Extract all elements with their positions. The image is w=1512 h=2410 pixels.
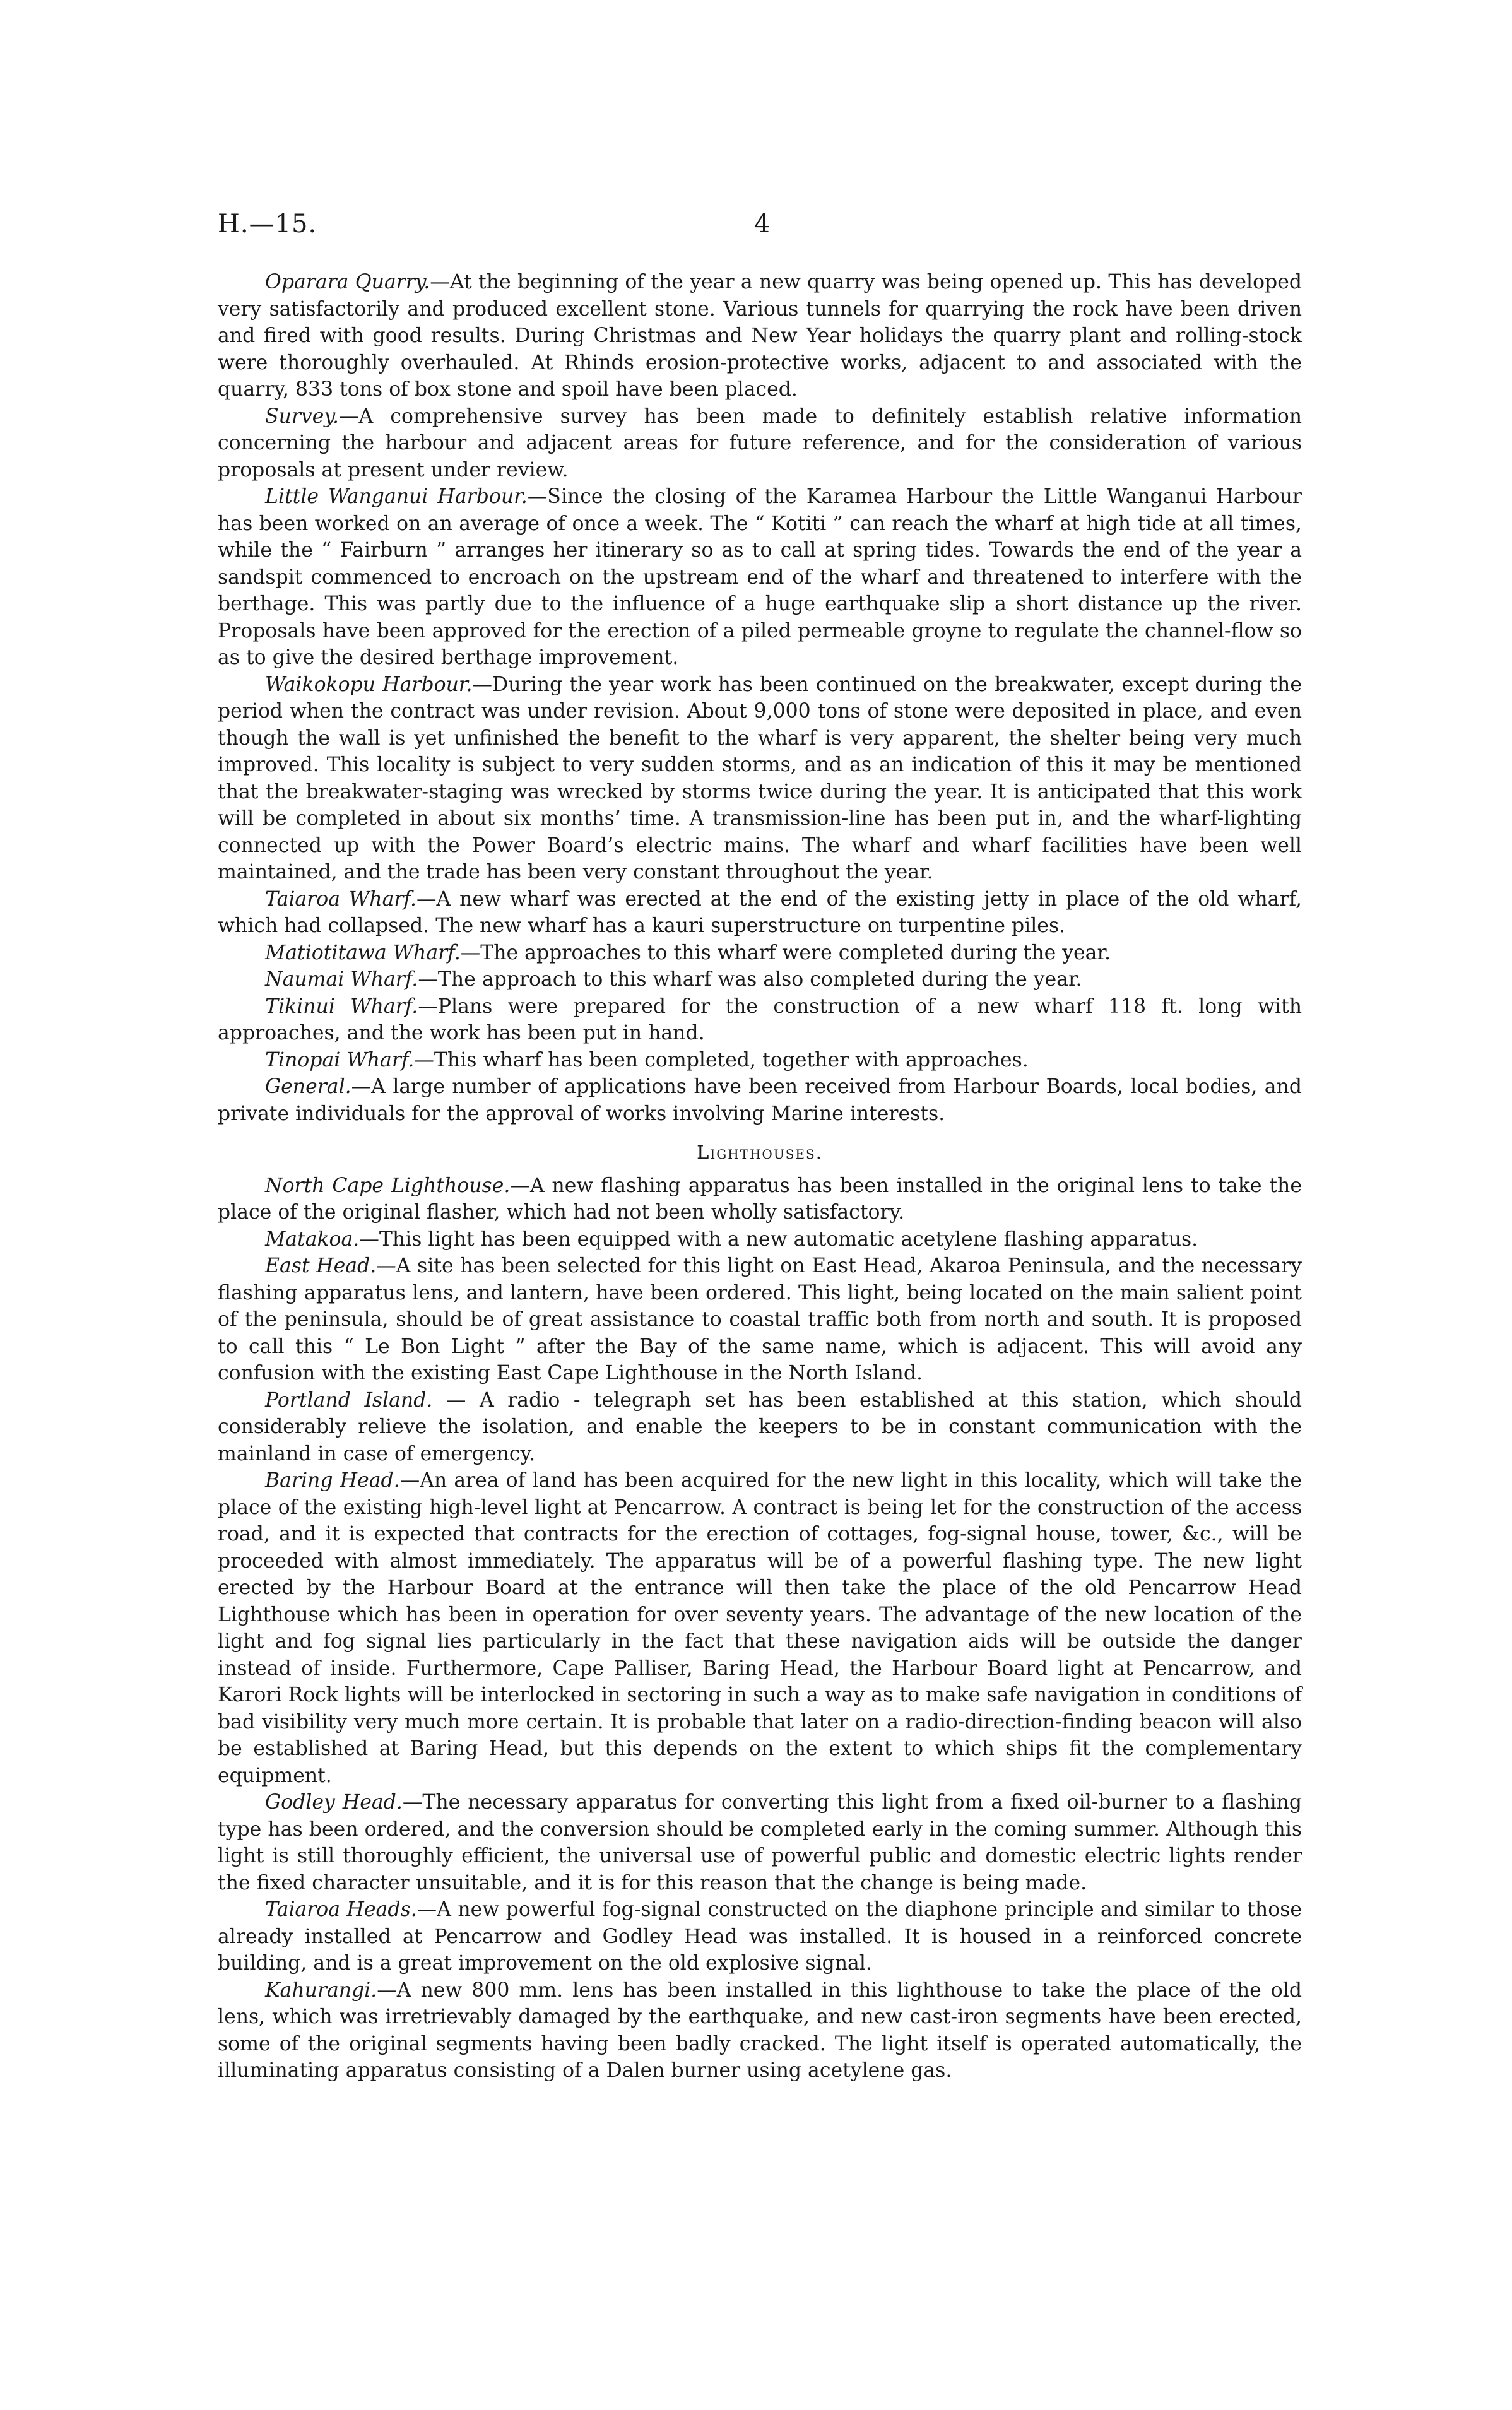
paragraph-heading: East Head.: [265, 1255, 377, 1277]
paragraph-text: —At the beginning of the year a new quarry was being opened up. This has developed very satisfactorily and produced excellent stone. Various tunnels for quarrying the rock have been driven and fired with good results. During Christmas and New Year holidays the quarry plant and rolling-stock were thoroughly overhauled. At Rhinds erosion-protective works, adjacent to and associated with the quarry, 833 tons of box stone and spoil have been placed.: [218, 271, 1302, 401]
paragraph-text: —A new flashing apparatus has been installed in the original lens to take the place of the original flasher, which had not been wholly satisfactory.: [218, 1174, 1302, 1224]
paragraph-text: —A new wharf was erected at the end of the existing jetty in place of the old wharf, which had collapsed. The new wharf has a kauri superstructure on turpentine piles.: [218, 887, 1302, 937]
paragraph-oparara-quarry: [218, 269, 1302, 403]
paragraph-text: —An area of land has been acquired for the new light in this locality, which will take the place of the existing high-level light at Pencarrow. A contract is being let for the construction of the access road, and it is expected that contracts for the erection of cottages, fog-signal house, tower, &c., will be proceeded with almost immediately. The apparatus will be of a powerful flashing type. The new light erected by the Harbour Board at the entrance will then take the place of the old Pencarrow Head Lighthouse which has been in operation for over seventy years. The advantage of the new location of the light and fog signal lies particularly in the fact that these navigation aids will be outside the danger instead of inside. Furthermore, Cape Palliser, Baring Head, the Harbour Board light at Pencarrow, and Karori Rock lights will be interlocked in sectoring in such a way as to make safe navigation in conditions of bad visibility very much more certain. It is probable that later on a radio-direction-finding beacon will also be established at Baring Head, but this depends on the extent to which ships fit the complementary equipment.: [218, 1469, 1302, 1787]
paragraph-survey: [218, 403, 1302, 484]
paragraph-text: —Plans were prepared for the construction of a new wharf 118 ft. long with approaches, and the work has been put in hand.: [218, 995, 1302, 1044]
paragraph-heading: Matiotitawa Wharf.: [265, 941, 461, 964]
paragraph-text: —A site has been selected for this light on East Head, Akaroa Peninsula, and the necessary flashing apparatus lens, and lantern, have been ordered. This light, being located on the main salient point of the peninsula, should be of great assistance to coastal traffic both from north and south. It is proposed to call this “ Le Bon Light ” after the Bay of the same name, which is adjacent. This will avoid any confusion with the existing East Cape Lighthouse in the North Island.: [218, 1255, 1302, 1385]
paragraph-taiaroa-wharf: [218, 886, 1302, 940]
paragraph-baring-head: [218, 1467, 1302, 1789]
paragraph-heading: North Cape Lighthouse.: [265, 1174, 511, 1197]
paragraph-portland-island: [218, 1387, 1302, 1468]
paragraph-matakoa: [218, 1226, 1302, 1253]
paragraph-heading: Kahurangi.: [265, 1978, 377, 2002]
paragraph-heading: Oparara Quarry.: [265, 271, 430, 293]
paragraph-heading: Waikokopu Harbour.: [265, 673, 473, 696]
paragraph-text: —The necessary apparatus for converting this light from a fixed oil-burner to a flashing type has been ordered, and the conversion should be completed early in the coming summer. Although this light is still thoroughly efficient, the universal use of powerful public and domestic electric lights render the fixed character unsuitable, and it is for this reason that the change is being made.: [218, 1791, 1302, 1894]
paragraph-heading: Little Wanganui Harbour.: [265, 485, 528, 508]
paragraph-text: —A new powerful fog-signal constructed on the diaphone principle and similar to those already installed at Pencarrow and Godley Head was installed. It is housed in a reinforced concrete building, and is a great improvement on the old explosive signal.: [218, 1898, 1302, 1975]
paragraph-little-wanganui-harbour: [218, 483, 1302, 671]
paragraph-naumai-wharf: [218, 966, 1302, 993]
paragraph-text: —This wharf has been completed, together with approaches.: [414, 1048, 1029, 1072]
paragraph-heading: Tinopai Wharf.: [265, 1048, 415, 1072]
section-title-text: Lighthouses.: [697, 1142, 823, 1163]
paragraph-heading: Portland Island.: [265, 1388, 433, 1412]
document-id: H.—15.: [218, 210, 317, 239]
paragraph-text: —This light has been equipped with a new automatic acetylene flashing apparatus.: [359, 1227, 1198, 1251]
paragraph-heading: Tikinui Wharf.: [265, 995, 418, 1018]
paragraph-heading: Survey.: [265, 405, 339, 428]
paragraph-tikinui-wharf: [218, 993, 1302, 1047]
paragraph-general: [218, 1073, 1302, 1127]
paragraph-godley-head: [218, 1789, 1302, 1896]
paragraph-text: —Since the closing of the Karamea Harbour the Little Wanganui Harbour has been worked on an average of once a week. The “ Kotiti ” can reach the wharf at high tide at all times, while the “ Fairburn ” arranges her itinerary so as to call at spring tides. Towards the end of the year a sandspit commenced to encroach on the upstream end of the wharf and threatened to interfere with the berthage. This was partly due to the influence of a huge earthquake slip a short distance up the river. Proposals have been approved for the erection of a piled permeable groyne to regulate the channel-flow so as to give the desired berthage improvement.: [218, 485, 1302, 669]
paragraph-waikokopu-harbour: [218, 671, 1302, 886]
harbour-works-section: [218, 269, 1302, 1127]
paragraph-north-cape-lighthouse: [218, 1173, 1302, 1226]
paragraph-heading: Matakoa.: [265, 1227, 360, 1251]
paragraph-heading: Taiaroa Wharf.: [265, 887, 416, 911]
paragraph-tinopai-wharf: [218, 1047, 1302, 1074]
paragraph-east-head: [218, 1253, 1302, 1387]
page-number: 4: [754, 210, 771, 239]
paragraph-kahurangi: [218, 1977, 1302, 2084]
lighthouses-section: [218, 1139, 1302, 2084]
paragraph-text: —A comprehensive survey has been made to definitely establish relative information concerning the harbour and adjacent areas for future reference, and for the consideration of various proposals at present under review.: [218, 405, 1302, 481]
paragraph-text: —The approaches to this wharf were completed during the year.: [460, 941, 1111, 964]
paragraph-text: —A new 800 mm. lens has been installed in this lighthouse to take the place of the old lens, which was irretrievably damaged by the earthquake, and new cast-iron segments have been erected, some of the original segments having been badly cracked. The light itself is operated automatically, the illuminating apparatus consisting of a Dalen burner using acetylene gas.: [218, 1978, 1302, 2082]
page-header: [218, 210, 1335, 247]
paragraph-heading: Naumai Wharf.: [265, 968, 418, 991]
paragraph-text: —The approach to this wharf was also completed during the year.: [418, 968, 1082, 991]
paragraph-heading: Godley Head.: [265, 1791, 403, 1814]
paragraph-text: —During the year work has been continued on the breakwater, except during the period when the contract was under revision. About 9,000 tons of stone were deposited in place, and even though the wall is yet unfinished the benefit to the wharf is very apparent, the shelter being very much improved. This locality is subject to very sudden storms, and as an indication of this it may be mentioned that the breakwater-staging was wrecked by storms twice during the year. It is anticipated that this work will be completed in about six months’ time. A transmission-line has been put in, and the wharf-lighting connected up with the Power Board’s electric mains. The wharf and wharf facilities have been well maintained, and the trade has been very constant throughout the year.: [218, 673, 1302, 883]
paragraph-heading: General.: [265, 1075, 351, 1098]
paragraph-taiaroa-heads: [218, 1896, 1302, 1977]
paragraph-heading: Baring Head.: [265, 1469, 400, 1492]
section-title: [218, 1139, 1302, 1166]
paragraph-text: — A radio - telegraph set has been established at this station, which should considerably relieve the isolation, and enable the keepers to be in constant communication with the mainland in case of emergency.: [218, 1388, 1302, 1465]
paragraph-text: —A large number of applications have been received from Harbour Boards, local bodies, and private individuals for the approval of works involving Marine interests.: [218, 1075, 1302, 1125]
paragraph-matiotitawa-wharf: [218, 940, 1302, 967]
paragraph-heading: Taiaroa Heads.: [265, 1898, 417, 1921]
